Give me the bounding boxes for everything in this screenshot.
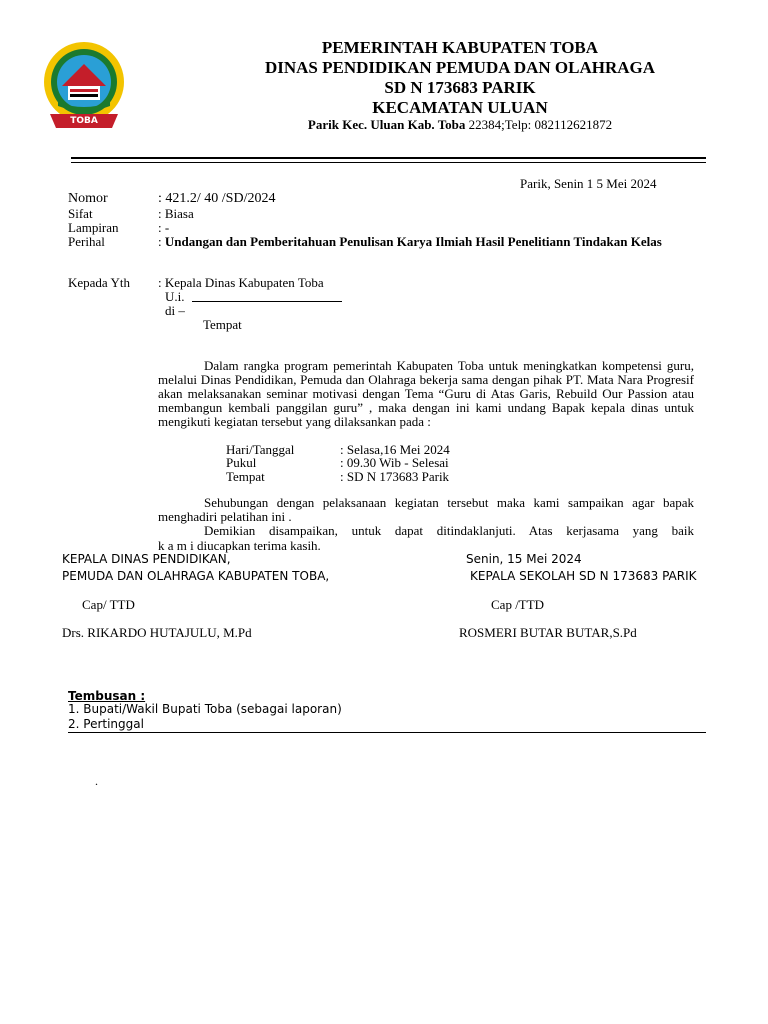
header-rule-thick bbox=[71, 157, 706, 159]
left-signer-title-1: KEPALA DINAS PENDIDIKAN, bbox=[62, 552, 231, 566]
recipient-label: Kepada Yth bbox=[68, 275, 130, 290]
detail-value-pukul: : 09.30 Wib - Selesai bbox=[340, 455, 449, 470]
recipient-tempat: Tempat bbox=[203, 317, 242, 332]
nomor-value: : 421.2/ 40 /SD/2024 bbox=[158, 191, 276, 206]
detail-value-tempat: : SD N 173683 Parik bbox=[340, 469, 450, 484]
tembusan-item-1: 1. Bupati/Wakil Bupati Toba (sebagai laporan) bbox=[68, 702, 342, 716]
tembusan-rule bbox=[68, 732, 706, 733]
body-paragraph-1: Dalam rangka program pemerintah Kabupaten Toba untuk meningkatkan kompetensi guru, melalui Dinas Pendidikan, Pemuda dan Olahraga bekerja sama dengan pihak PT. Mata Nara Progresif akan melaksanakan seminar motivasi dengan Tema “Guru di Atas Garis, Rebuild Our Passion atau membangun kembali panggilan guru” , maka dengan ini kami undang Bapak kepala dinas untuk mengikuti kegiatan tersebut yang dilaksankan pada : bbox=[158, 358, 694, 429]
letterhead-line-4: KECAMATAN ULUAN bbox=[372, 98, 548, 117]
sifat-label: Sifat bbox=[68, 206, 93, 221]
right-signer-title: KEPALA SEKOLAH SD N 173683 PARIK bbox=[470, 569, 697, 583]
recipient-line-1: : Kepala Dinas Kabupaten Toba bbox=[158, 275, 324, 290]
recipient-di: di – bbox=[165, 303, 185, 318]
right-signer-cap: Cap /TTD bbox=[491, 597, 545, 612]
tembusan-item-2: 2. Pertinggal bbox=[68, 717, 144, 731]
letterhead-line-2: DINAS PENDIDIKAN PEMUDA DAN OLAHRAGA bbox=[264, 58, 656, 77]
nomor-label: Nomor bbox=[68, 191, 108, 206]
footer-dot: . bbox=[95, 774, 98, 788]
left-signer-name: Drs. RIKARDO HUTAJULU, M.Pd bbox=[62, 625, 252, 640]
recipient-ui: U.i. bbox=[165, 289, 185, 304]
sifat-value: : Biasa bbox=[158, 206, 194, 221]
detail-label-tempat: Tempat bbox=[226, 469, 265, 484]
left-signer-title-2: PEMUDA DAN OLAHRAGA KABUPATEN TOBA, bbox=[62, 569, 330, 583]
letterhead-address bbox=[225, 117, 695, 133]
body-paragraph-3: Demikian disampaikan, untuk dapat ditindaklanjuti. Atas kerjasama yang baik bbox=[204, 523, 694, 538]
letter-date: Parik, Senin 1 5 Mei 2024 bbox=[520, 176, 657, 191]
detail-value-hari: : Selasa,16 Mei 2024 bbox=[340, 442, 450, 457]
perihal-value: Undangan dan Pemberitahuan Penulisan Karya Ilmiah Hasil Penelitiann Tindakan Kelas bbox=[164, 234, 662, 249]
perihal-label: Perihal bbox=[68, 234, 105, 249]
perihal-colon: : bbox=[158, 234, 165, 249]
perihal-row bbox=[158, 234, 662, 250]
address-bold: Parik Kec. Uluan Kab. Toba bbox=[307, 117, 466, 132]
right-signer-name: ROSMERI BUTAR BUTAR,S.Pd bbox=[459, 625, 637, 640]
recipient-ui-underline bbox=[192, 301, 342, 302]
letterhead-line-1: PEMERINTAH KABUPATEN TOBA bbox=[321, 38, 599, 57]
lampiran-label: Lampiran bbox=[68, 220, 119, 235]
right-signer-date: Senin, 15 Mei 2024 bbox=[466, 552, 582, 566]
toba-logo bbox=[40, 36, 128, 132]
body-paragraph-2: Sehubungan dengan pelaksanaan kegiatan tersebut maka kami sampaikan agar bapak menghadiri pelatihan ini . bbox=[158, 495, 694, 524]
letterhead-line-3: SD N 173683 PARIK bbox=[384, 78, 536, 97]
left-signer-cap: Cap/ TTD bbox=[82, 597, 135, 612]
tembusan-title: Tembusan : bbox=[68, 689, 146, 703]
body-paragraph-3b: k a m i diucapkan terima kasih. bbox=[158, 538, 321, 553]
detail-label-hari: Hari/Tanggal bbox=[226, 442, 295, 457]
detail-label-pukul: Pukul bbox=[226, 455, 257, 470]
header-rule-thin bbox=[71, 162, 706, 163]
logo-label: TOBA bbox=[70, 116, 98, 126]
lampiran-value: : - bbox=[158, 220, 170, 235]
address-rest: 22384;Telp: 082112621872 bbox=[468, 117, 613, 132]
